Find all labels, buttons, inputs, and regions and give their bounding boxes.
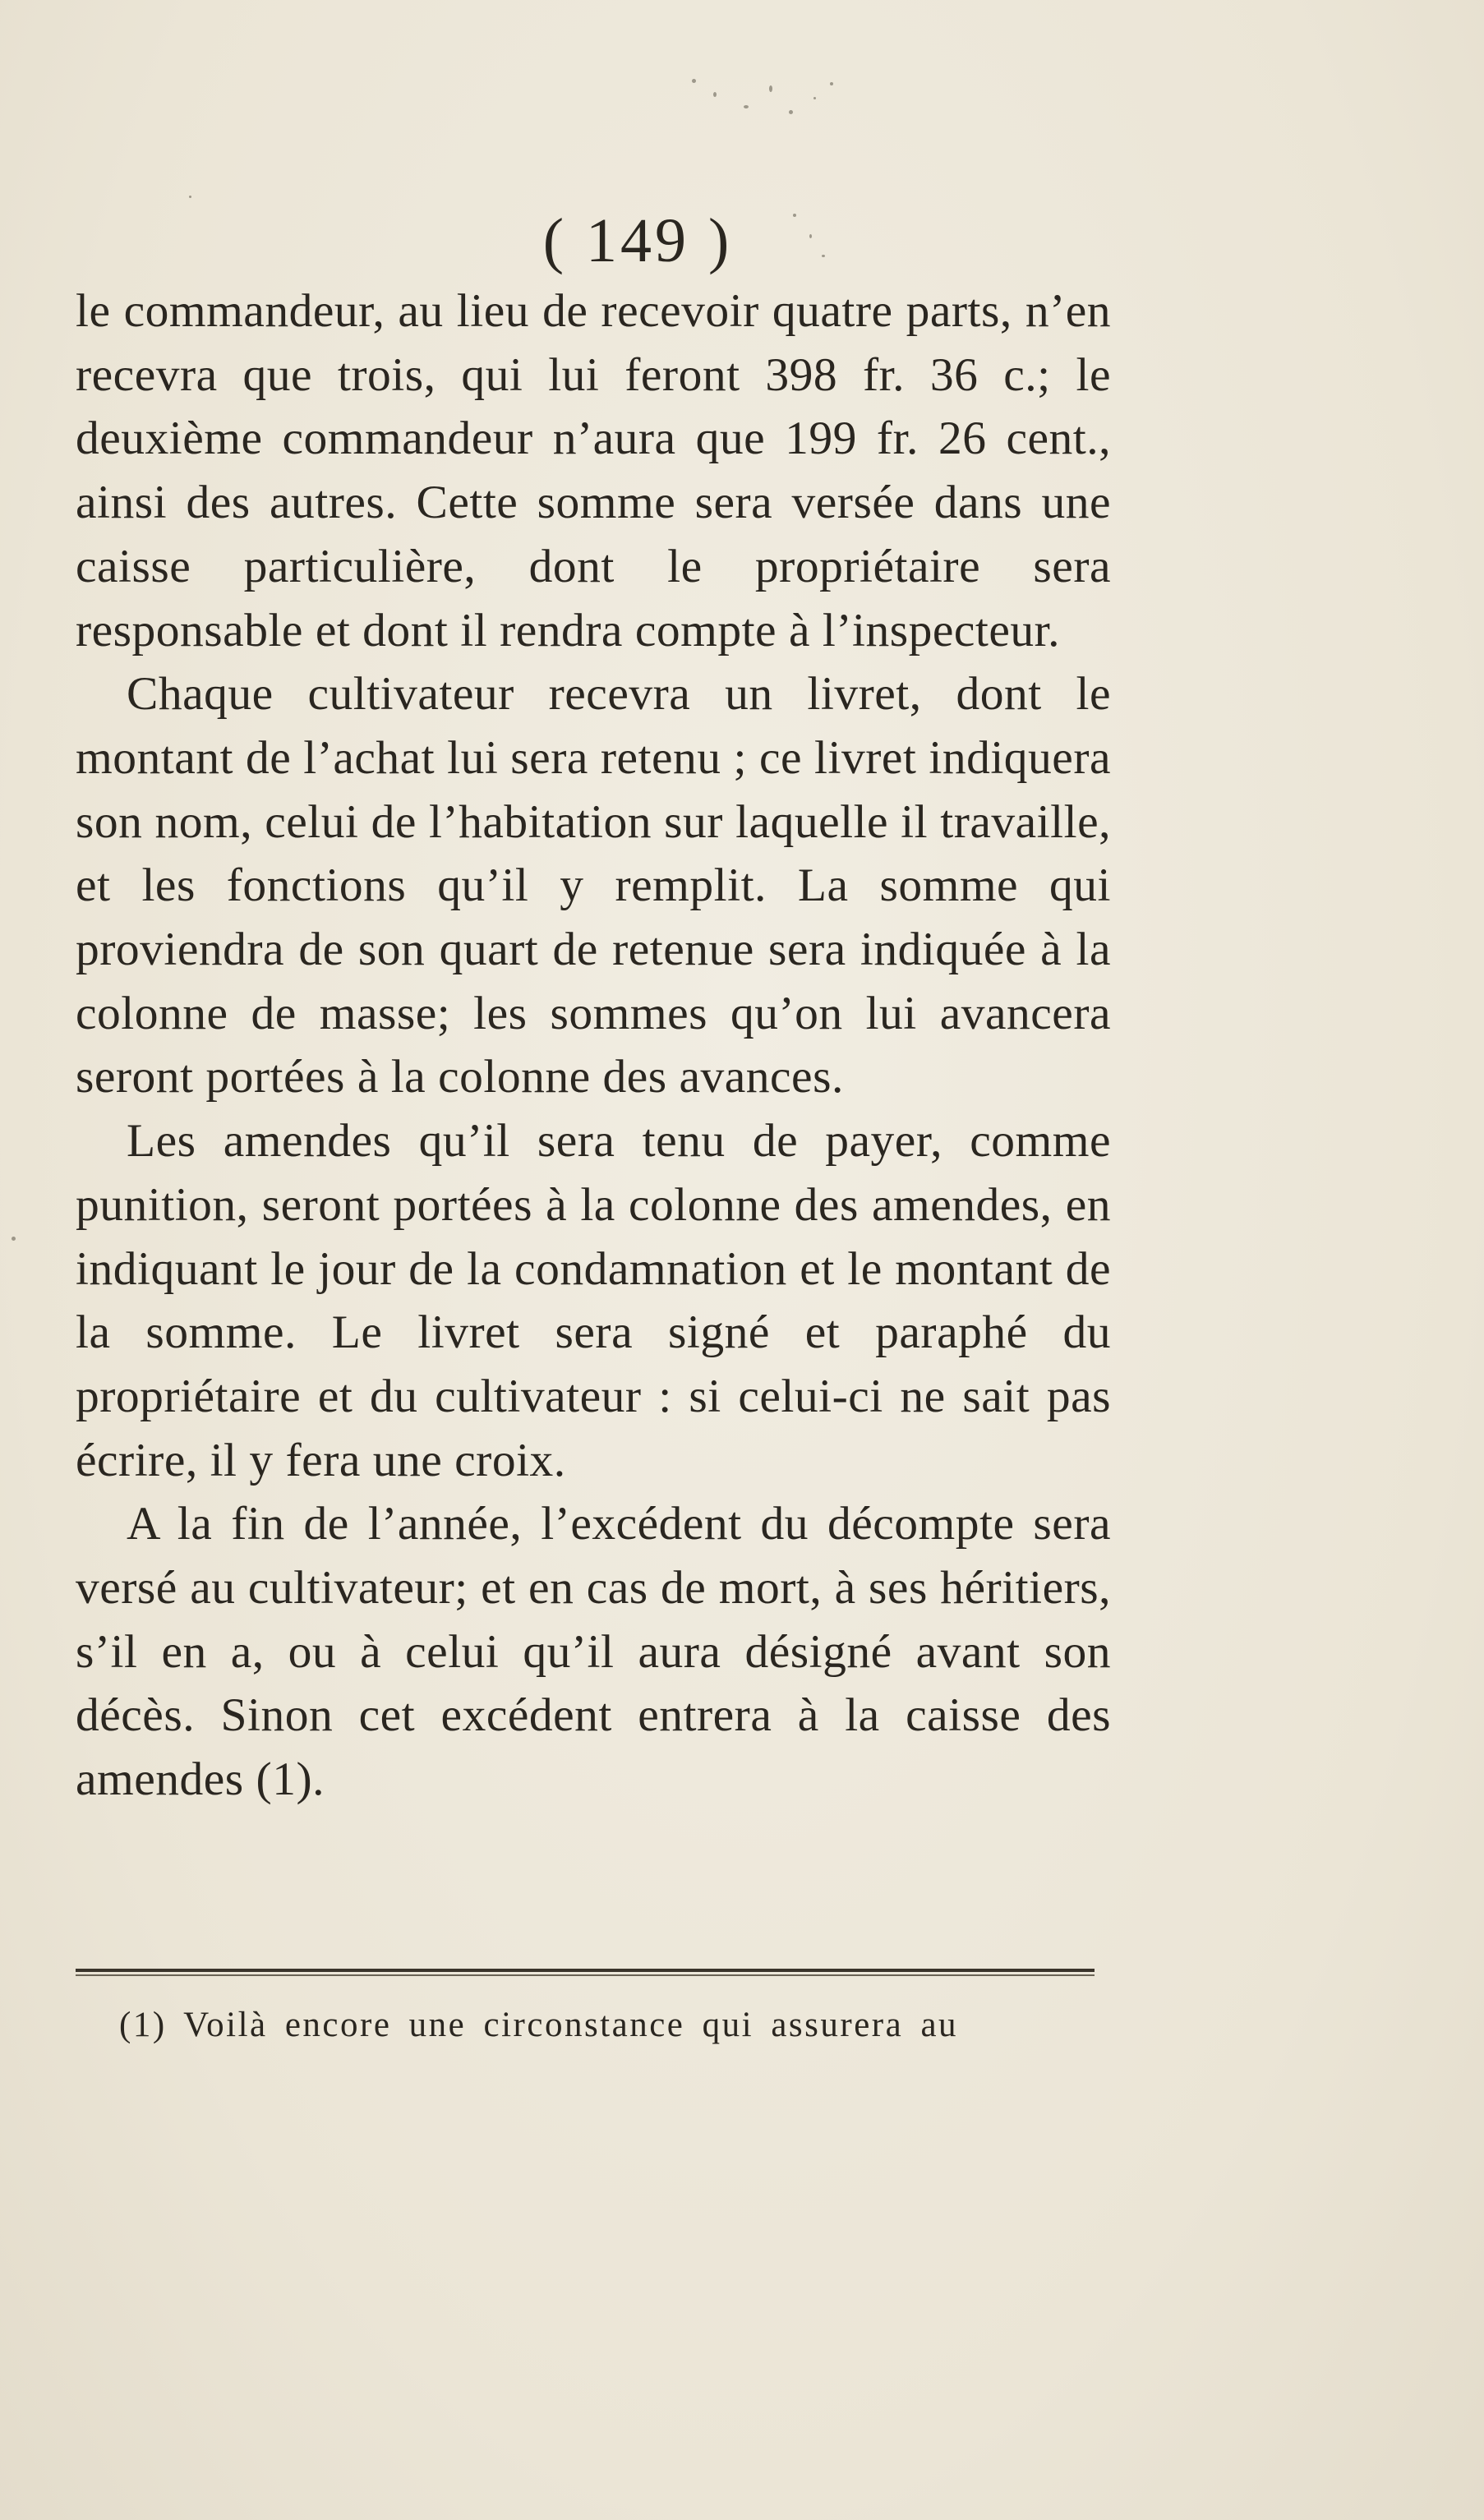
scan-speck — [692, 79, 696, 83]
scan-speck — [12, 1237, 16, 1241]
page-number: ( 149 ) — [542, 206, 733, 275]
paragraph-4: A la fin de l’année, l’excédent du décompte sera versé au cultivateur; et en cas de mort, à ses héritiers, s’il en a, ou à celui qu’il aura désigné avant son décès. Sinon cet excédent entrera à la caisse des amendes (1). — [76, 1498, 1111, 1806]
footnote-rule-thin — [76, 1974, 1095, 1976]
scan-speck — [713, 92, 717, 97]
body-text — [76, 279, 1111, 1812]
scan-speck — [789, 110, 793, 114]
paragraph-3: Les amendes qu’il sera tenu de payer, comme punition, seront portées à la colonne des amendes, en indiquant le jour de la condamnation et le montant de la somme. Le livret sera signé et paraphé du propriétaire et du cultivateur : si celui-ci ne sait pas écrire, il y fera une croix. — [76, 1115, 1111, 1486]
scan-speck — [813, 97, 816, 99]
scan-speck — [830, 82, 833, 85]
footnote: (1) Voilà encore une circonstance qui assurera au — [119, 2006, 959, 2044]
paragraph-2: Chaque cultivateur recevra un livret, dont le montant de l’achat lui sera retenu ; ce livret indiquera son nom, celui de l’habitation sur laquelle il travaille, et les fonctions qu’il y remplit. La somme qui proviendra de son quart de retenue sera indiquée à la colonne de masse; les sommes qu’on lui avancera seront portées à la colonne des avances. — [76, 668, 1111, 1103]
scan-speck — [744, 105, 749, 108]
paragraph-1: le commandeur, au lieu de recevoir quatre parts, n’en recevra que trois, qui lui feront 398 fr. 36 c.; le deuxième commandeur n’aura que 199 fr. 26 cent., ainsi des autres. Cette somme sera versée dans une caisse particulière, dont le propriétaire sera responsable et dont il rendra compte à l’inspecteur. — [76, 285, 1111, 656]
scan-speck — [189, 196, 191, 198]
scan-speck — [769, 85, 772, 92]
footnote-rule — [76, 1969, 1095, 1972]
